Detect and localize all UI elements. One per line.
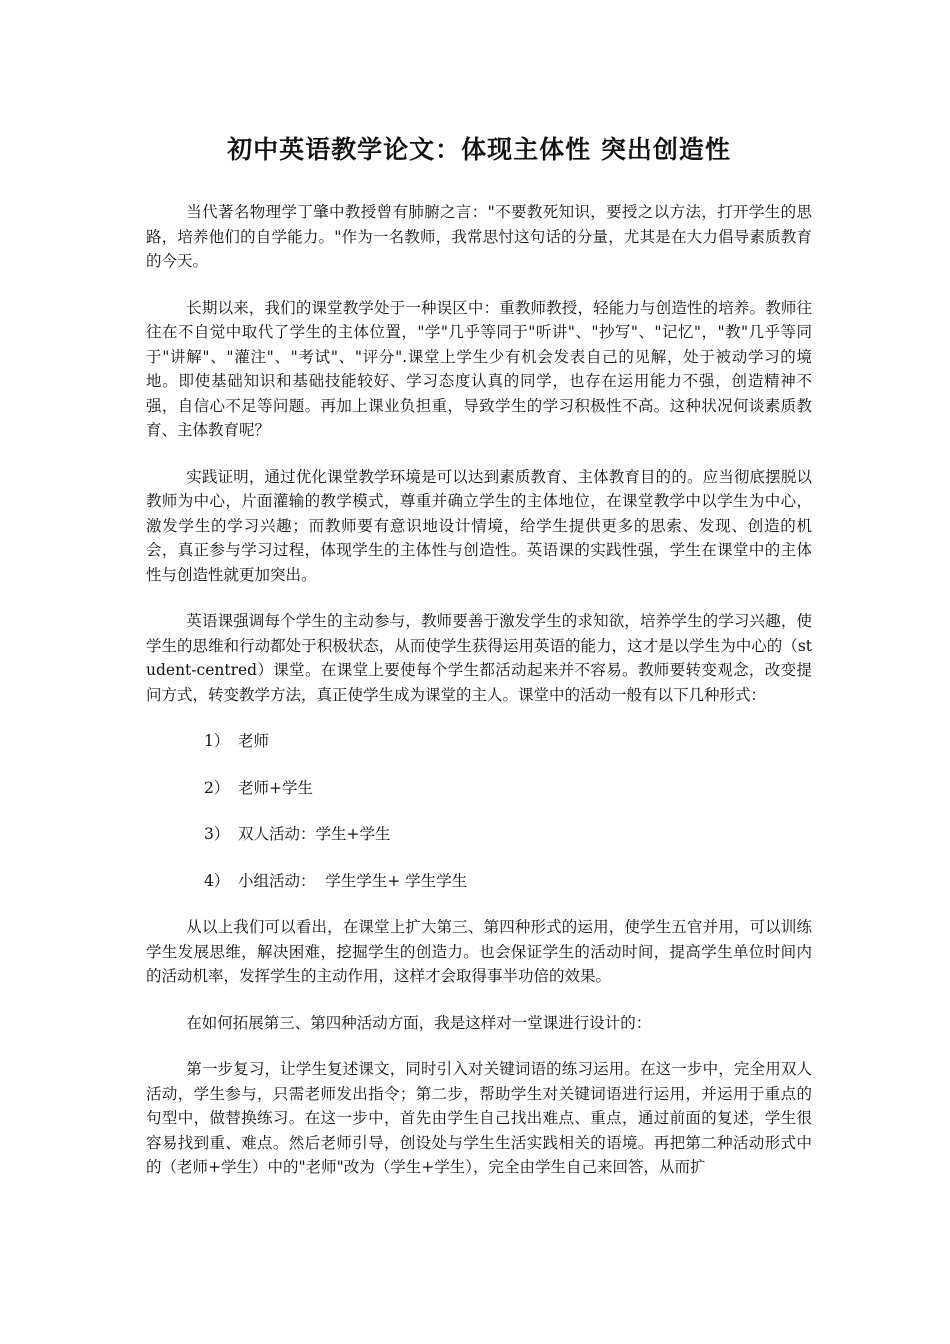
list-item-number: 4） <box>204 871 230 890</box>
paragraph-practice-proof: 实践证明，通过优化课堂教学环境是可以达到素质教育、主体教育目的的。应当彻底摆脱以教师为中心，片面灌输的教学模式，尊重并确立学生的主体地位，在课堂教学中以学生为中心，激发学生的学习兴趣；而教师要有意识地设计情境，给学生提供更多的思索、发现、创造的机会，真正参与学习过程，体现学生的主体性与创造性。英语课的实践性强，学生在课堂中的主体性与创造性就更加突出。 <box>146 467 812 584</box>
list-item-number: 2） <box>204 778 230 797</box>
document-title: 初中英语教学论文：体现主体性 突出创造性 <box>227 135 731 164</box>
paragraph-design-intro: 在如何拓展第三、第四种活动方面，我是这样对一堂课进行设计的： <box>186 1013 652 1032</box>
list-item-text: 老师 <box>238 732 270 750</box>
paragraph-english-participation: 英语课强调每个学生的主动参与，教师要善于激发学生的求知欲，培养学生的学习兴趣，使学生的思维和行动都处于积极状态，从而使学生获得运用英语的能力，这才是以学生为中心的（student-centred）课堂。在课堂上要使每个学生都活动起来并不容易。教师要转变观念，改变提问方式，转变教学方法，真正使学生成为课堂的主人。课堂中的活动一般有以下几种形式： <box>146 612 812 704</box>
paragraph-classroom-misconception: 长期以来，我们的课堂教学处于一种误区中：重教师教授，轻能力与创造性的培养。教师往往在不自觉中取代了学生的主体位置，"学"几乎等同于"听讲"、"抄写"、"记忆"，"教"几乎等同于"讲解"、"灌注"、"考试"、"评分".课堂上学生少有机会发表自己的见解，处于被动学习的境地。即使基础知识和基础技能较好、学习态度认真的同学，也存在运用能力不强，创造精神不强，自信心不足等问题。再加上课业负担重，导致学生的学习积极性不高。这种状况何谈素质教育、主体教育呢？ <box>146 298 812 439</box>
list-item <box>204 729 812 754</box>
list-item <box>204 869 812 894</box>
paragraph-lesson-steps: 第一步复习，让学生复述课文，同时引入对关键词语的练习运用。在这一步中，完全用双人活动，学生参与，只需老师发出指令；第二步，帮助学生对关键词语进行运用，并运用于重点的句型中，做替换练习。在这一步中，首先由学生自己找出难点、重点，通过前面的复述，学生很容易找到重、难点。然后老师引导，创设处与学生生活实践相关的语境。再把第二种活动形式中的（老师+学生）中的"老师"改为（学生+学生），完全由学生自己来回答，从而扩 <box>146 1060 812 1176</box>
list-item-text: 小组活动： 学生学生+ 学生学生 <box>238 871 468 890</box>
paragraph-analysis: 从以上我们可以看出，在课堂上扩大第三、第四种形式的运用，使学生五官并用，可以训练学生发展思维，解决困难，挖掘学生的创造力。也会保证学生的活动时间，提高学生单位时间内的活动机率，发挥学生的主动作用，这样才会取得事半功倍的效果。 <box>146 918 812 985</box>
list-item-text: 老师+学生 <box>238 778 313 797</box>
list-item <box>204 776 812 801</box>
list-item-number: 1） <box>204 732 230 750</box>
list-item-number: 3） <box>204 825 230 843</box>
list-item-text: 双人活动：学生+学生 <box>238 825 391 843</box>
document-page <box>146 130 812 1202</box>
list-item <box>204 822 812 847</box>
paragraph-intro-quote: 当代著名物理学丁肇中教授曾有肺腑之言："不要教死知识，要授之以方法，打开学生的思路，培养他们的自学能力。"作为一名教师，我常思忖这句话的分量，尤其是在大力倡导素质教育的今天。 <box>146 203 812 270</box>
